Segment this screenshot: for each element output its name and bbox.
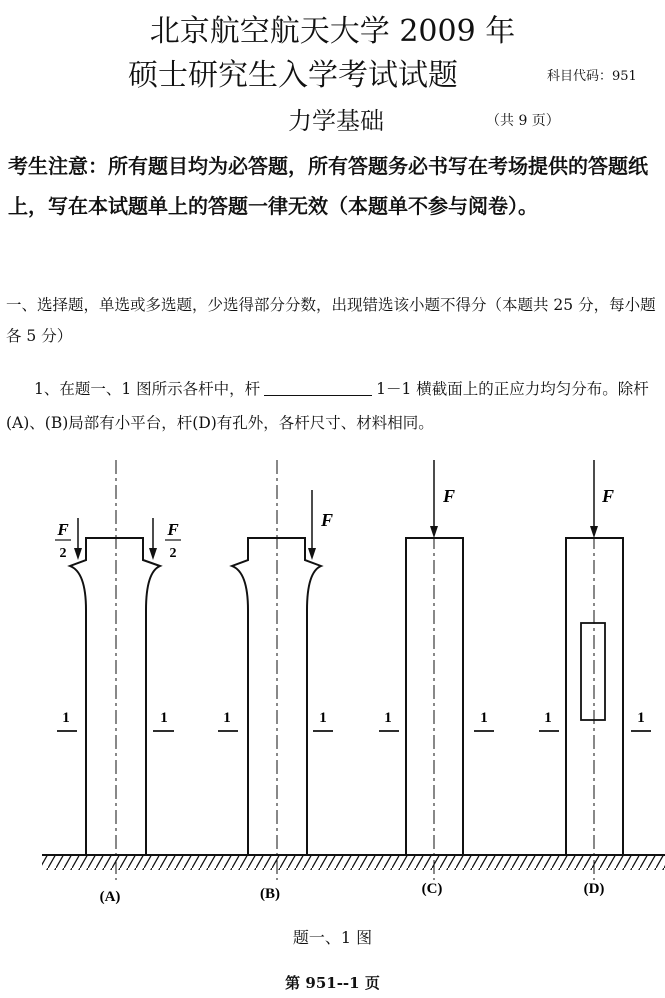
page-count: （共 9 页） — [486, 113, 560, 129]
exam-notice: 考生注意：所有题目均为必答题，所有答题务必书写在考场提供的答题纸上，写在本试题单上的答题一律无效（本题单不参与阅卷）。 — [8, 154, 648, 218]
load-label-a-left-num: F — [57, 520, 69, 539]
rod-a — [70, 460, 160, 880]
section-heading: 一、选择题，单选或多选题，少选得部分分数，出现错选该小题不得分（本题共 25 分，每小题各 5 分） — [6, 296, 656, 345]
load-arrow-d — [590, 460, 598, 538]
rod-b — [232, 460, 321, 880]
section-mark-a-right: 1 — [160, 710, 168, 726]
section-mark-d-right: 1 — [637, 710, 645, 726]
rod-label-d: (D) — [583, 881, 605, 897]
section-mark-d-left: 1 — [544, 710, 552, 726]
exam-title-main: 硕士研究生入学考试试题 — [128, 58, 458, 93]
page-footer: 第 951--1 页 — [285, 974, 380, 992]
ground-support — [42, 855, 665, 870]
exam-title-university: 北京航空航天大学 2009 年 — [149, 14, 516, 49]
subject-code: 科目代码：951 — [547, 69, 637, 84]
section-mark-c-right: 1 — [480, 710, 488, 726]
load-label-b: F — [321, 510, 334, 530]
question-1-text-b: 1－1 横截面上的正应力均匀分布。除杆(A)、(B)局部有小平台，杆(D)有孔外，各杆尺寸、材料相同。 — [6, 380, 649, 432]
rod-label-a: (A) — [99, 889, 121, 905]
subject-title: 力学基础 — [288, 107, 384, 135]
section-mark-b-left: 1 — [223, 710, 231, 726]
load-arrow-b — [308, 490, 316, 560]
rod-label-b: (B) — [260, 886, 280, 902]
figure-caption: 题一、1 图 — [292, 928, 373, 947]
load-arrow-right — [149, 518, 157, 560]
load-label-a-left-den: 2 — [59, 546, 67, 561]
load-arrow-c — [430, 460, 438, 538]
load-arrow-left — [74, 518, 82, 560]
section-mark-c-left: 1 — [384, 710, 392, 726]
load-label-a-right-num: F — [167, 520, 179, 539]
rod-label-c: (C) — [421, 881, 443, 897]
load-label-d: F — [602, 486, 615, 506]
load-label-a-right-den: 2 — [169, 546, 177, 561]
question-1-text-a: 1、在题一、1 图所示各杆中，杆 — [34, 380, 261, 398]
section-mark-b-right: 1 — [319, 710, 327, 726]
load-label-c: F — [443, 486, 456, 506]
section-mark-a-left: 1 — [62, 710, 70, 726]
